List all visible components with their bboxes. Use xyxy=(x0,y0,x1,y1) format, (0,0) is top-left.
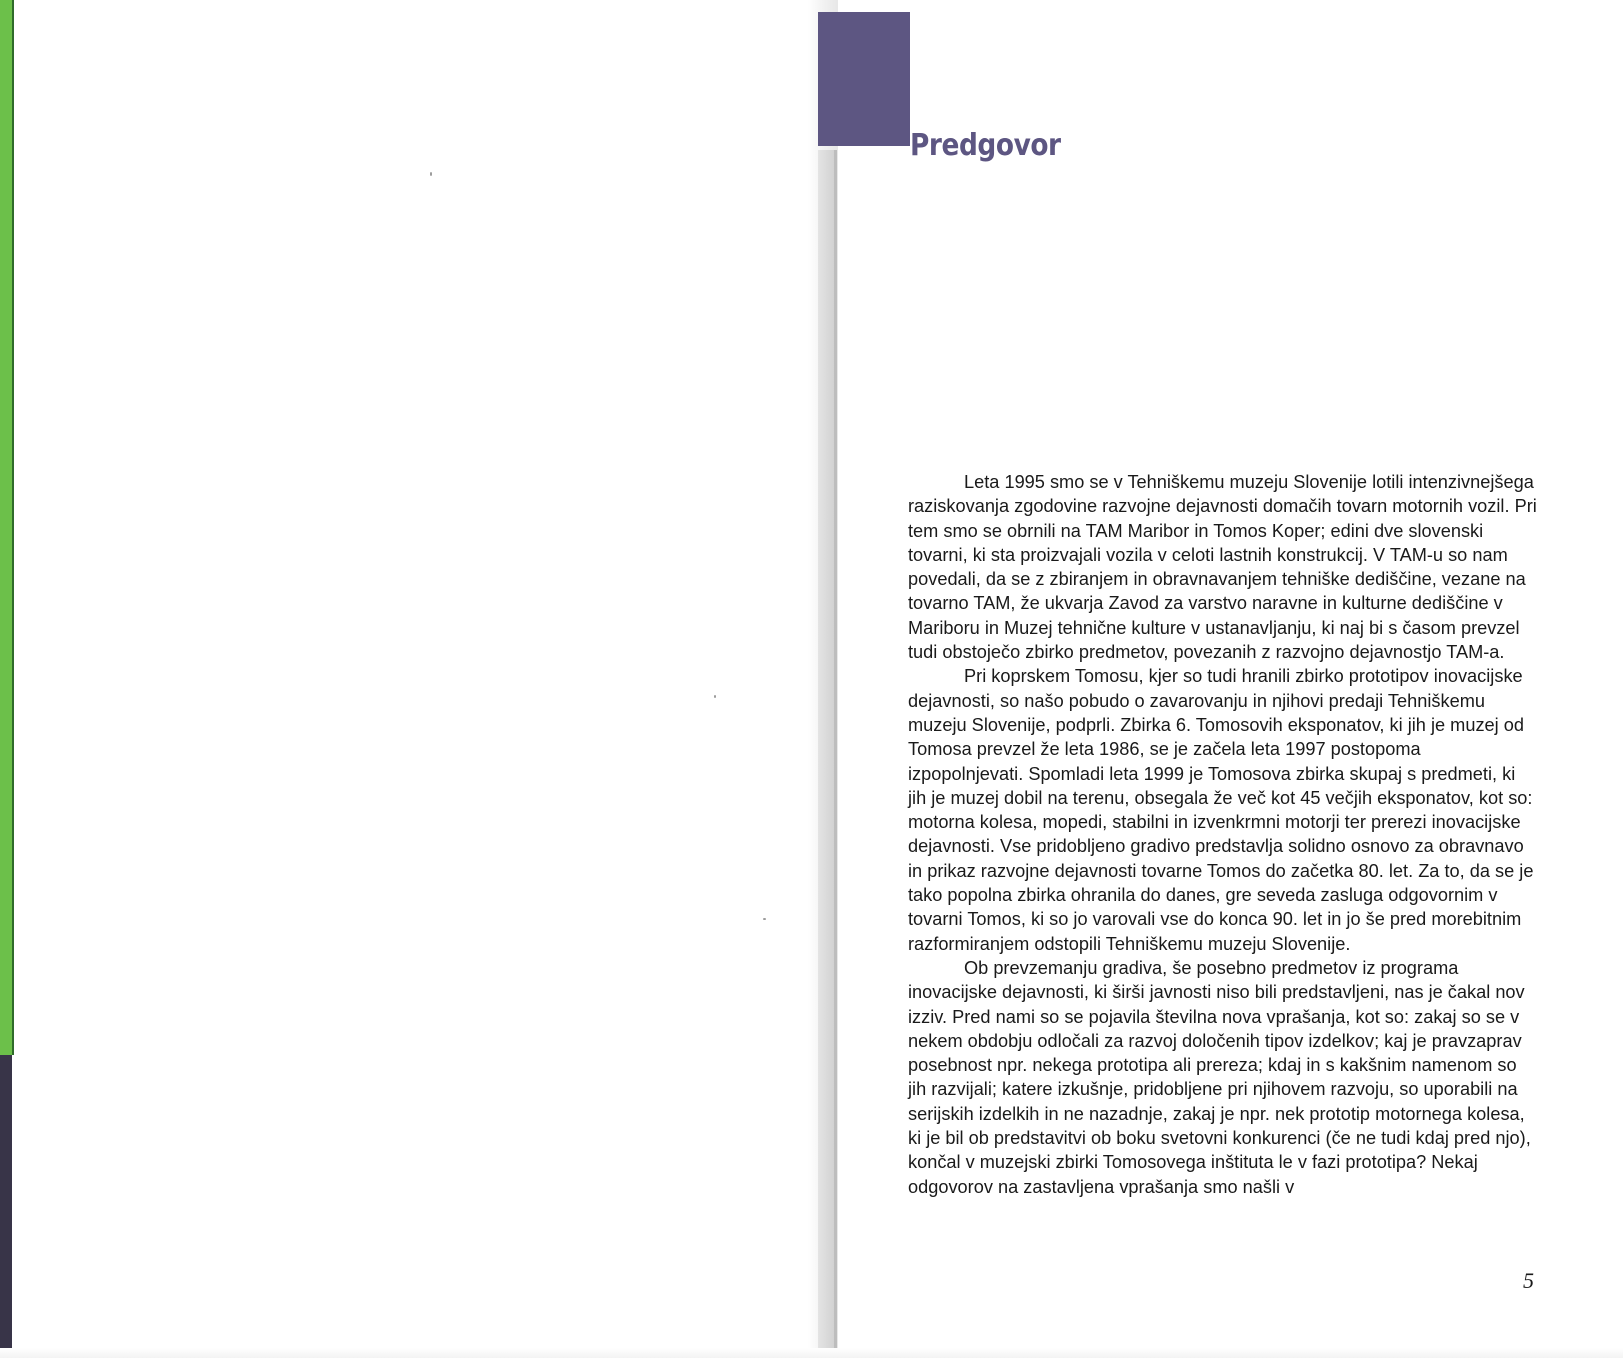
gutter-bar xyxy=(818,150,834,1358)
scan-speck xyxy=(714,695,716,698)
left-edge-green-strip xyxy=(0,0,14,1055)
page-title: Predgovor xyxy=(910,128,1061,163)
scan-speck xyxy=(430,172,432,176)
page-number: 5 xyxy=(1523,1268,1534,1293)
paragraph-1: Leta 1995 smo se v Tehniškemu muzeju Slovenije lotili intenzivnejšega raziskovanja zgodovine razvojne dejavnosti domačih tovarn motornih vozil. Pri tem smo se obrnili na TAM Maribor in Tomos Koper; edini dve slovenski tovarni, ki sta proizvajali vozila v celoti lastnih konstrukcij. V TAM-u so nam povedali, da se z zbiranjem in obravnavanjem tehniške dediščine, vezane na tovarno TAM, že ukvarja Zavod za varstvo naravne in kulturne dediščine v Mariboru in Muzej tehnične kulture v ustanavljanju, ki naj bi s časom prevzel tudi obstoječo zbirko predmetov, povezanih z razvojno dejavnostjo TAM-a. xyxy=(908,472,1537,663)
scan-speck xyxy=(763,918,766,920)
chapter-color-block xyxy=(818,12,910,146)
left-edge-dark-strip xyxy=(0,1055,12,1358)
scan-bottom-edge xyxy=(0,1348,1623,1358)
gutter-line xyxy=(834,150,837,1358)
body-text xyxy=(908,470,1538,1199)
paragraph-2: Pri koprskem Tomosu, kjer so tudi hranili zbirko prototipov inovacijske dejavnosti, so našo pobudo o zavarovanju in njihovi predaji Tehniškemu muzeju Slovenije, podprli. Zbirka 6. Tomosovih eksponatov, ki jih je muzej od Tomosa prevzel že leta 1986, se je začela leta 1997 postopoma izpopolnjevati. Spomladi leta 1999 je Tomosova zbirka skupaj s predmeti, ki jih je muzej dobil na terenu, obsegala že več kot 45 večjih eksponatov, kot so: motorna kolesa, mopedi, stabilni in izvenkrmni motorji ter prerezi inovacijske dejavnosti. Vse pridobljeno gradivo predstavlja solidno osnovo za obravnavo in prikaz razvojne dejavnosti tovarne Tomos do začetka 80. let. Za to, da se je tako popolna zbirka ohranila do danes, gre seveda zasluga odgovornim v tovarni Tomos, ki so jo varovali vse do konca 90. let in jo še pred morebitnim razformiranjem odstopili Tehniškemu muzeju Slovenije. xyxy=(908,666,1534,954)
paragraph-3: Ob prevzemanju gradiva, še posebno predmetov iz programa inovacijske dejavnosti, ki širši javnosti niso bili predstavljeni, nas je čakal nov izziv. Pred nami so se pojavila številna nova vprašanja, kot so: zakaj so se v nekem obdobju odločali za razvoj določenih tipov izdelkov; kaj je pravzaprav posebnost npr. nekega prototipa ali prereza; kdaj in s kakšnim namenom so jih razvijali; katere izkušnje, pridobljene pri njihovem razvoju, so uporabili na serijskih izdelkih in ne nazadnje, zakaj je npr. nek prototip motornega kolesa, ki je bil ob predstavitvi ob boku svetovni konkurenci (če ne tudi kdaj pred njo), končal v muzejski zbirki Tomosovega inštituta le v fazi prototipa? Nekaj odgovorov na zastavljena vprašanja smo našli v xyxy=(908,957,1531,1197)
